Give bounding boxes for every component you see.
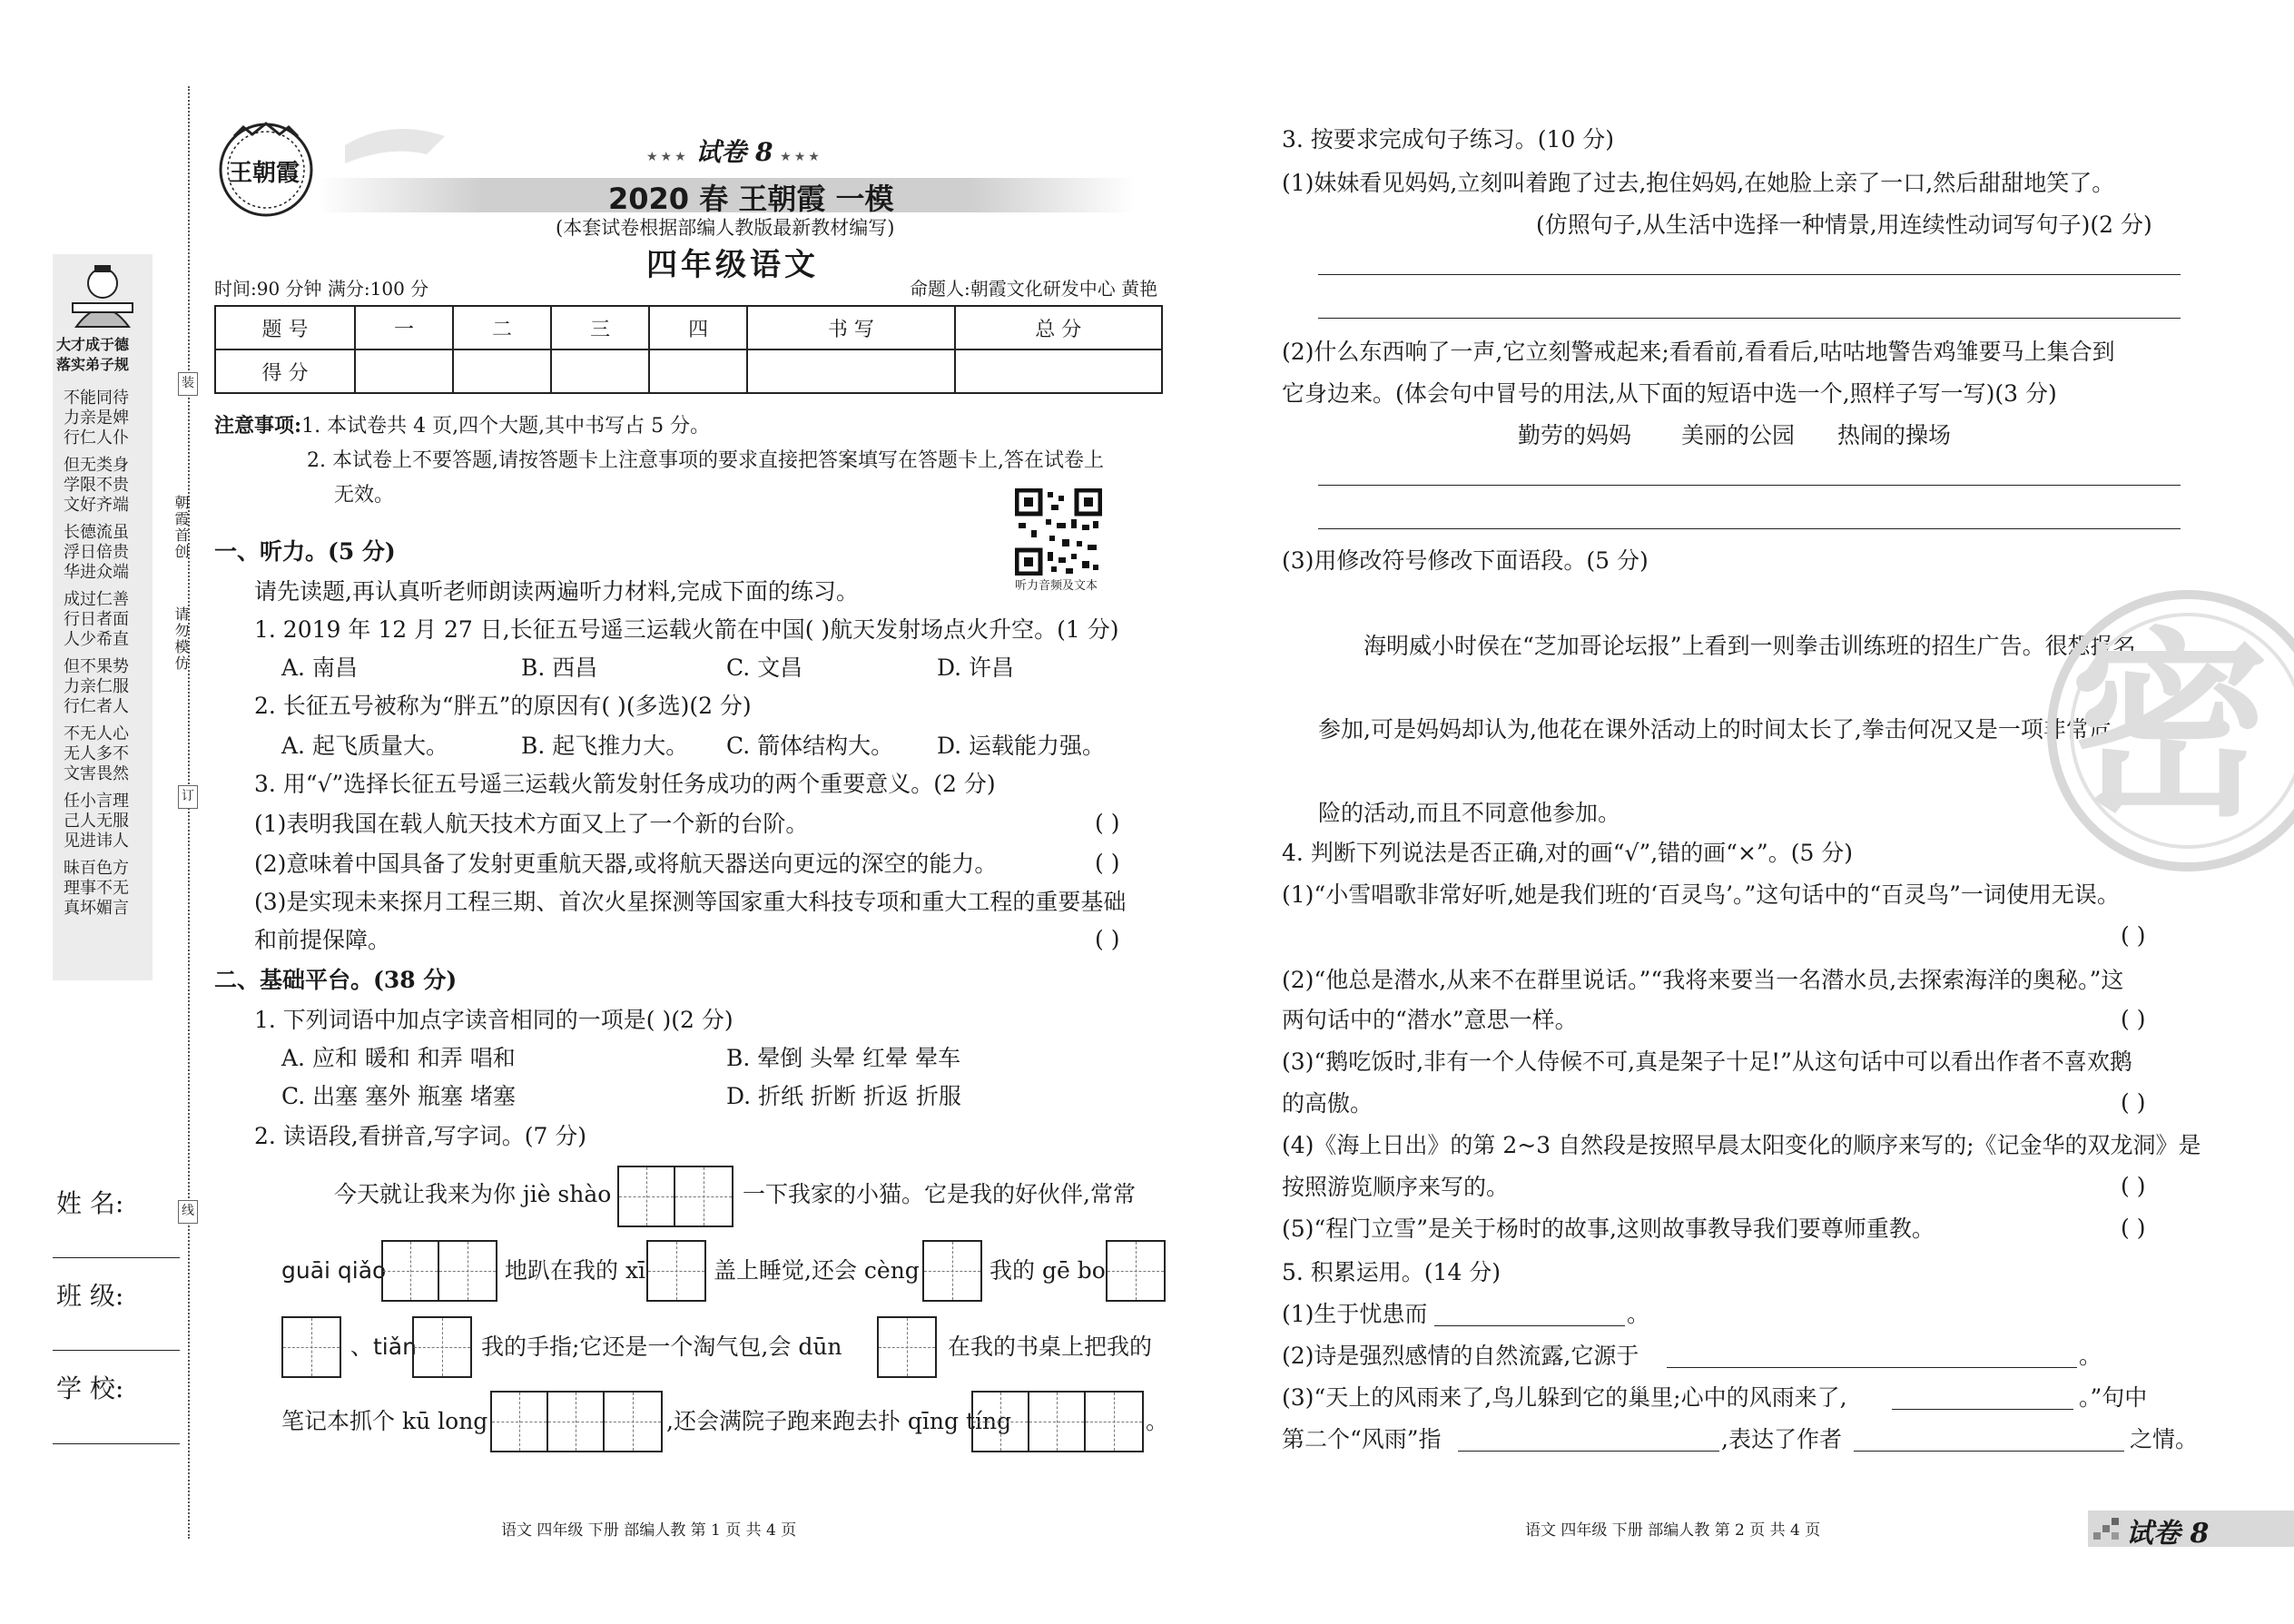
s1-q1-option-d[interactable]: D. 许昌 — [937, 655, 1015, 681]
answer-grid-jieshao[interactable] — [617, 1166, 733, 1227]
s1-q1-option-c[interactable]: C. 文昌 — [726, 655, 803, 681]
s2-q1: 1. 下列词语中加点字读音相同的一项是( )(2 分) — [254, 1007, 733, 1033]
s1-q3-item-3: (3)是实现未来探月工程三期、首次火星探测等国家重大科技专项和重大工程的重要基础 — [254, 889, 1127, 915]
footer-right: 语文 四年级 下册 部编人教 第 2 页 共 4 页 — [1525, 1521, 1821, 1540]
class-label: 班 级: — [56, 1281, 124, 1311]
r-q5-3b-a: 第二个“风雨”指 — [1282, 1426, 1442, 1452]
s2-q1-option-b[interactable]: B. 晕倒 头晕 红晕 晕车 — [726, 1045, 961, 1071]
answer-grid-ceng[interactable] — [922, 1240, 982, 1302]
r-q3-1: (1)妹妹看见妈妈,立刻叫着跑了过去,抱住妈妈,在她脸上亲了一口,然后甜甜地笑了。 — [1282, 170, 2115, 196]
section1-intro: 请先读题,再认真听老师朗读两遍听力材料,完成下面的练习。 — [254, 578, 859, 605]
score-cell[interactable] — [955, 349, 1162, 393]
school-label: 学 校: — [56, 1373, 124, 1403]
r-q4-3: (3)“鹅吃饭时,非有一个人侍候不可,真是架子十足!”从这句话中可以看出作者不喜欢鹅 — [1282, 1048, 2132, 1075]
answer-grid-kulong[interactable] — [490, 1391, 663, 1452]
r-q3-1-requirement: (仿照句子,从生活中选择一种情景,用连续性动词写句子)(2 分) — [1536, 212, 2152, 238]
pinyin-text-3c: 在我的书桌上把我的 — [948, 1334, 1153, 1360]
pinyin-text-4a: 笔记本抓个 kū long — [281, 1408, 488, 1434]
qr-caption: 听力音频及文本 — [1015, 579, 1098, 593]
pinyin-text-3b: 我的手指;它还是一个淘气包,会 dūn — [481, 1334, 842, 1360]
s1-q3: 3. 用“√”选择长征五号遥三运载火箭发射任务成功的两个重要意义。(2 分) — [254, 771, 996, 797]
r-q3-3-paragraph-2: 参加,可是妈妈却认为,他花在课外活动上的时间太长了,拳击何况又是一项非常危 — [1318, 716, 2112, 743]
score-header-cell: 书 写 — [747, 306, 954, 349]
score-header-cell: 二 — [453, 306, 551, 349]
score-header-cell: 总 分 — [955, 306, 1162, 349]
s2-q1-option-c[interactable]: C. 出塞 塞外 瓶塞 堵塞 — [281, 1083, 516, 1109]
r-q5-2-period: 。 — [2079, 1343, 2102, 1369]
r-q4-2: (2)“他总是潜水,从来不在群里说话。”“我将来要当一名潜水员,去探索海洋的奥秘。”这 — [1282, 967, 2124, 993]
time-info: 时间:90 分钟 满分:100 分 — [214, 278, 429, 300]
score-cell[interactable] — [453, 349, 551, 393]
stars-left: ★★★ — [646, 150, 689, 164]
s1-q3-answer-2[interactable]: ( ) — [1095, 850, 1120, 876]
pinyin-text-4c: 。 — [1146, 1408, 1169, 1434]
s1-q2-option-a[interactable]: A. 起飞质量大。 — [281, 733, 448, 759]
r-q3-2-phrase-2[interactable]: 美丽的公园 — [1681, 422, 1796, 448]
r-q4-3-cont: 的高傲。 — [1282, 1090, 1373, 1117]
s2-q1-option-a[interactable]: A. 应和 暖和 和弄 唱和 — [281, 1045, 516, 1071]
footer-left: 语文 四年级 下册 部编人教 第 1 页 共 4 页 — [501, 1521, 797, 1540]
side-vertical-note-1: 朝霞首创 — [172, 495, 190, 560]
paper-label-line — [646, 136, 822, 168]
stars-right: ★★★ — [780, 150, 822, 164]
r-q3-3-paragraph-3: 险的活动,而且不同意他参加。 — [1318, 800, 1620, 826]
notes-item-2-cont: 无效。 — [334, 484, 395, 507]
s1-q2-option-c[interactable]: C. 箭体结构大。 — [726, 733, 894, 759]
score-row-label: 得 分 — [215, 349, 355, 393]
r-q5-3-answer-line-2[interactable] — [1458, 1451, 1719, 1452]
class-field[interactable] — [53, 1350, 180, 1351]
r-q3-3: (3)用修改符号修改下面语段。(5 分) — [1282, 547, 1649, 574]
notes-label: 注意事项: — [214, 414, 302, 438]
qr-code[interactable] — [1015, 488, 1102, 576]
r-q3-1-answer-line-2[interactable] — [1318, 318, 2181, 319]
author-info: 命题人:朝霞文化研发中心 黄艳 — [910, 278, 1158, 300]
section1-heading: 一、听力。(5 分) — [214, 538, 396, 565]
r-q5-heading: 5. 积累运用。(14 分) — [1282, 1259, 1501, 1285]
s1-q3-item-1: (1)表明我国在载人航天技术方面又上了一个新的台阶。 — [254, 811, 809, 837]
answer-grid-gebo-1[interactable] — [1106, 1240, 1166, 1302]
secret-stamp-text: 密 — [2070, 608, 2270, 843]
score-header-cell: 三 — [551, 306, 649, 349]
r-q5-3-end: 。”句中 — [2079, 1384, 2148, 1411]
fold-mark-1: 装 — [178, 372, 198, 396]
pinyin-text-1a: 今天就让我来为你 jiè shào — [334, 1181, 612, 1207]
r-q5-3-answer-line-1[interactable] — [1892, 1409, 2073, 1410]
footer-badge: 试卷 8 — [2126, 1518, 2210, 1550]
pinyin-text-2c: 盖上睡觉,还会 cèng — [714, 1257, 920, 1284]
r-q3-2: (2)什么东西响了一声,它立刻警戒起来;看看前,看看后,咕咕地警告鸡雏要马上集合到 — [1282, 339, 2115, 365]
paper-label: 试卷 8 — [695, 137, 773, 167]
school-field[interactable] — [53, 1443, 180, 1444]
r-q5-3b-b: ,表达了作者 — [1721, 1426, 1842, 1452]
r-q3-2-answer-line-2[interactable] — [1318, 528, 2181, 529]
pinyin-text-4b: ,还会满院子跑来跑去扑 qīng tíng — [666, 1408, 1012, 1434]
score-cell[interactable] — [355, 349, 453, 393]
notes-item-2: 2. 本试卷上不要答题,请按答题卡上注意事项的要求直接把答案填写在答题卡上,答在试卷上 — [307, 449, 1104, 472]
score-cell[interactable] — [747, 349, 954, 393]
pinyin-text-2d: 我的 gē bo — [989, 1257, 1106, 1284]
s1-q2-option-d[interactable]: D. 运载能力强。 — [937, 733, 1106, 759]
r-q4-heading: 4. 判断下列说法是否正确,对的画“√”,错的画“×”。(5 分) — [1282, 840, 1854, 866]
r-q4-4-answer[interactable]: ( ) — [2121, 1173, 2146, 1199]
pinyin-text-1b: 一下我家的小猫。它是我的好伙伴,常常 — [743, 1181, 1136, 1207]
s1-q3-answer-3[interactable]: ( ) — [1095, 926, 1120, 952]
r-q4-5-answer[interactable]: ( ) — [2121, 1215, 2146, 1241]
name-label: 姓 名: — [56, 1188, 124, 1218]
r-q5-1-period: 。 — [1627, 1301, 1650, 1327]
r-q4-3-answer[interactable]: ( ) — [2121, 1089, 2146, 1116]
answer-grid-tian[interactable] — [412, 1316, 472, 1378]
name-field[interactable] — [53, 1257, 180, 1258]
s1-q1-option-a[interactable]: A. 南昌 — [281, 655, 358, 681]
fold-mark-2: 订 — [178, 785, 198, 809]
s1-q1-option-b[interactable]: B. 西昌 — [521, 655, 598, 681]
pinyin-text-2b: 地趴在我的 xī — [505, 1257, 646, 1284]
s1-q3-item-3-cont: 和前提保障。 — [254, 927, 391, 953]
r-q5-2-answer-line[interactable] — [1667, 1367, 2077, 1368]
r-q5-3: (3)“天上的风雨来了,鸟儿躲到它的巢里;心中的风雨来了, — [1282, 1384, 1847, 1411]
r-q4-4: (4)《海上日出》的第 2~3 自然段是按照早晨太阳变化的顺序来写的;《记金华的双龙洞》是 — [1282, 1132, 2201, 1158]
binding-dotted-line — [188, 86, 190, 1539]
subject-title: 四年级语文 — [646, 247, 819, 283]
r-q5-3b-c: 之情。 — [2130, 1426, 2199, 1452]
r-q4-1-answer[interactable]: ( ) — [2121, 922, 2146, 949]
score-cell[interactable] — [649, 349, 747, 393]
s2-q1-option-d[interactable]: D. 折纸 折断 折返 折服 — [726, 1083, 961, 1109]
s1-q2-option-b[interactable]: B. 起飞推力大。 — [521, 733, 689, 759]
s2-q2: 2. 读语段,看拼音,写字词。(7 分) — [254, 1123, 587, 1149]
score-header-cell: 一 — [355, 306, 453, 349]
sidebar-motto-columns: 不能同待 力亲是婢 行仁人仆 但无类身 学限不贵 文好齐端 长德流虽 浮日倍贵 华进众端 成过仁善 行日者面 人少希直 但不果势 力亲仁服 行仁者人 不无人心 无人多不 文害畏然 任小言理 己人无服 见进讳人 昧百色方 理事不无 真坏媚言 — [64, 389, 129, 918]
r-q5-1-answer-line[interactable] — [1434, 1325, 1625, 1326]
s1-q2: 2. 长征五号被称为“胖五”的原因有( )(多选)(2 分) — [254, 693, 752, 719]
sidebar-motto-heading-1: 大才成于德 — [56, 336, 130, 353]
r-q4-5: (5)“程门立雪”是关于杨时的故事,这则故事教导我们要尊师重教。 — [1282, 1216, 1935, 1242]
pinyin-text-2a: guāi qiǎo — [281, 1257, 387, 1284]
s1-q3-answer-1[interactable]: ( ) — [1095, 810, 1120, 836]
notes-item-1: 注意事项:1. 本试卷共 4 页,四个大题,其中书写占 5 分。 — [214, 414, 711, 438]
exam-title: 2020 春 王朝霞 一模 — [608, 182, 894, 216]
r-q3-2-phrase-1[interactable]: 勤劳的妈妈 — [1518, 422, 1632, 448]
r-q4-2-cont: 两句话中的“潜水”意思一样。 — [1282, 1007, 1578, 1033]
r-q5-3-answer-line-3[interactable] — [1854, 1451, 2124, 1452]
score-table — [214, 305, 1163, 394]
sidebar-mascot — [67, 263, 138, 336]
sidebar-motto-heading-2: 落实弟子规 — [56, 356, 130, 373]
answer-grid-gebo-2[interactable] — [281, 1316, 341, 1378]
r-q5-2: (2)诗是强烈感情的自然流露,它源于 — [1282, 1343, 1639, 1369]
answer-grid-guaiqiao[interactable] — [381, 1240, 497, 1302]
r-q3-2-answer-line-1[interactable] — [1318, 485, 2181, 486]
footer-badge-squares — [2093, 1518, 2124, 1541]
r-q5-1: (1)生于忧患而 — [1282, 1301, 1428, 1327]
score-header-cell: 四 — [649, 306, 747, 349]
answer-grid-qingting[interactable] — [971, 1391, 1144, 1452]
section2-heading: 二、基础平台。(38 分) — [214, 967, 458, 993]
answer-grid-xi[interactable] — [646, 1240, 706, 1302]
score-header-cell: 题 号 — [215, 306, 355, 349]
s1-q1: 1. 2019 年 12 月 27 日,长征五号遥三运载火箭在中国( )航天发射场点火升空。(1 分) — [254, 616, 1119, 643]
pinyin-text-3a: 、tiǎn — [350, 1334, 417, 1360]
r-q3-1-answer-line-1[interactable] — [1318, 274, 2181, 275]
answer-grid-dun[interactable] — [877, 1316, 937, 1378]
s1-q3-item-2: (2)意味着中国具备了发射更重航天器,或将航天器送向更远的深空的能力。 — [254, 851, 998, 877]
logo-text: 王朝霞 — [229, 160, 300, 187]
r-q3-2-cont: 它身边来。(体会句中冒号的用法,从下面的短语中选一个,照样子写一写)(3 分) — [1282, 380, 2057, 407]
r-q3-2-phrase-3[interactable]: 热闹的操场 — [1837, 422, 1952, 448]
exam-subtitle: (本套试卷根据部编人教版最新教材编写) — [556, 217, 895, 239]
r-q4-2-answer[interactable]: ( ) — [2121, 1006, 2146, 1032]
score-cell[interactable] — [551, 349, 649, 393]
r-q3-3-paragraph-1: 海明威小时侯在“芝加哥论坛报”上看到一则拳击训练班的招生广告。很想报名 — [1364, 633, 2136, 659]
side-vertical-note-2: 请勿模仿 — [172, 606, 190, 672]
r-q4-4-cont: 按照游览顺序来写的。 — [1282, 1174, 1510, 1200]
r-q3-heading: 3. 按要求完成句子练习。(10 分) — [1282, 126, 1615, 153]
fold-mark-3: 线 — [178, 1200, 198, 1224]
r-q4-1: (1)“小雪唱歌非常好听,她是我们班的‘百灵鸟’。”这句话中的“百灵鸟”一词使用无误。 — [1282, 881, 2120, 908]
